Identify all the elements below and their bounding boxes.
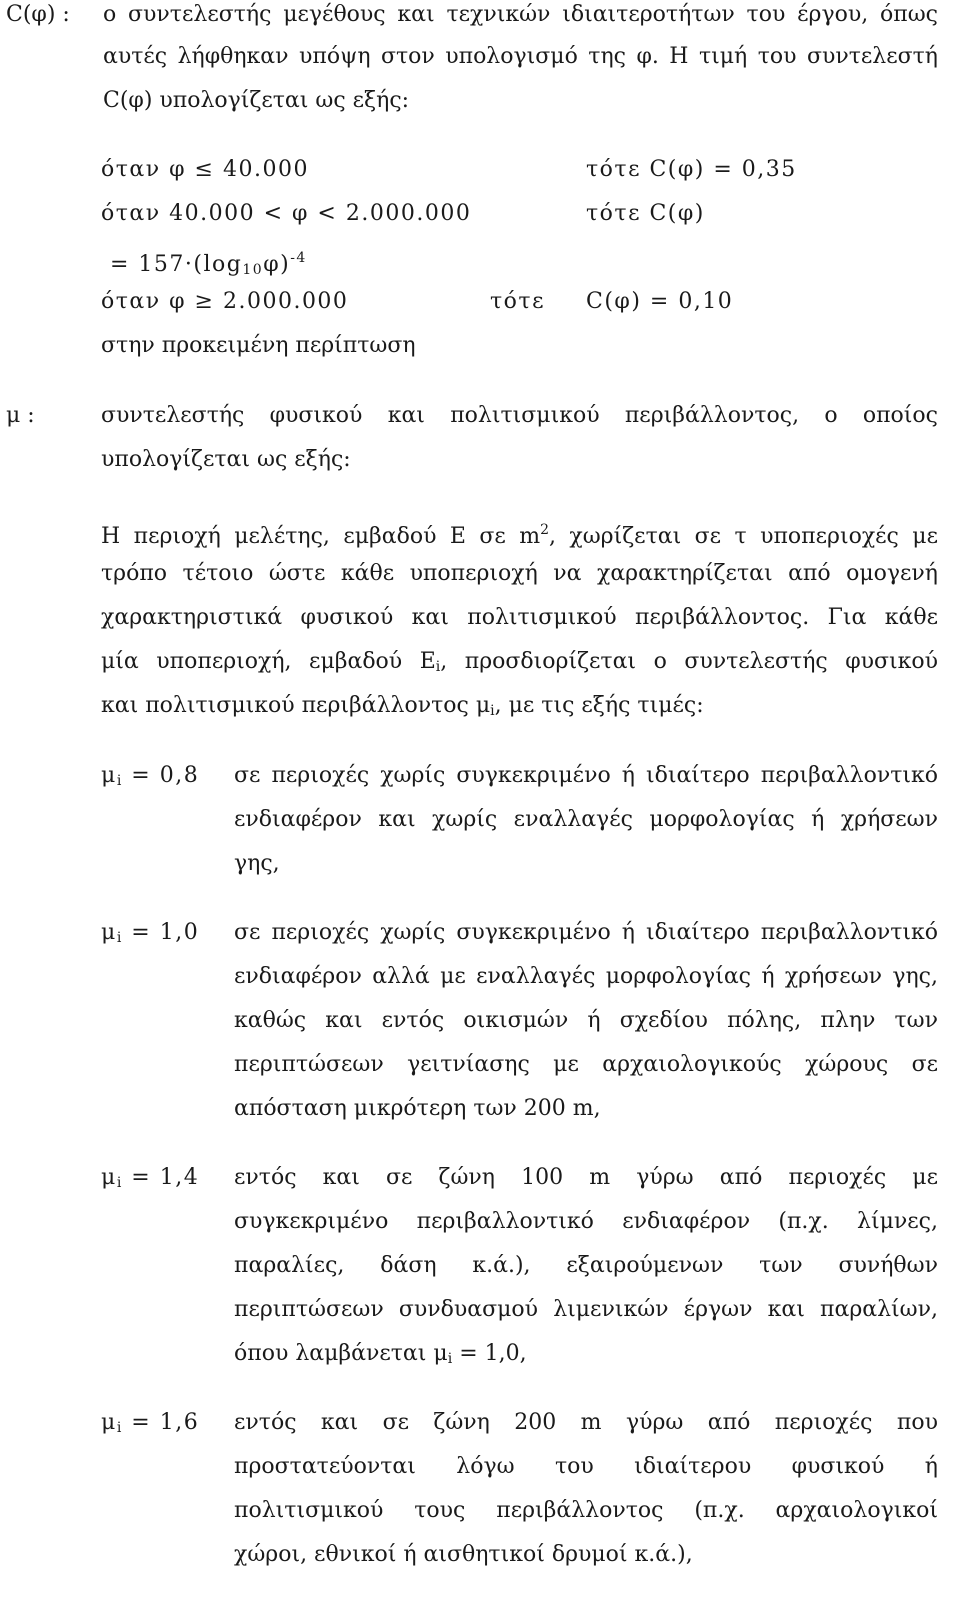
mu-value-desc: όπου λαμβάνεται $\mu_i = 1,0$,: [234, 1341, 527, 1367]
case-2-condition: όταν 40.000 < φ < 2.000.000: [101, 201, 472, 226]
mu-value-desc: ενδιαφέρον και χωρίς εναλλαγές μορφολογίας ή χρήσεων: [234, 807, 938, 832]
mu-value-desc: απόσταση μικρότερη των 200 m,: [234, 1096, 601, 1121]
mu-value-desc: ενδιαφέρον αλλά με εναλλαγές μορφολογίας ή χρήσεων γης,: [234, 964, 938, 989]
mu-value-desc: σε περιοχές χωρίς συγκεκριμένο ή ιδιαίτερο περιβαλλοντικό: [234, 763, 938, 788]
mu-value-label: $\mu_i = 0,8$: [101, 763, 200, 789]
case-1-condition: όταν φ ≤ 40.000: [101, 157, 309, 182]
case-3-condition: όταν φ ≥ 2.000.000: [101, 289, 349, 314]
mu-value-label: $\mu_i = 1,6$: [101, 1410, 200, 1436]
para-line-3: χαρακτηριστικά φυσικού και πολιτισμικού περιβάλλοντος. Για κάθε: [101, 605, 938, 630]
mu-value-desc: σε περιοχές χωρίς συγκεκριμένο ή ιδιαίτερο περιβαλλοντικό: [234, 920, 938, 945]
c-phi-line-1: ο συντελεστής μεγέθους και τεχνικών ιδιαιτεροτήτων του έργου, όπως: [103, 2, 938, 27]
mu-value-desc: καθώς και εντός οικισμών ή σχεδίου πόλης, πλην των: [234, 1008, 938, 1033]
mu-label: μ :: [6, 403, 35, 428]
case-3-result: C(φ) = 0,10: [586, 289, 734, 314]
mu-value-desc: περιπτώσεων γειτνίασης με αρχαιολογικούς χώρους σε: [234, 1052, 938, 1077]
para-line-5: και πολιτισμικού περιβάλλοντος $\mu_i$, με τις εξής τιμές:: [101, 693, 704, 719]
mu-value-label: $\mu_i = 1,0$: [101, 920, 200, 946]
c-phi-label: C(φ) :: [6, 2, 70, 27]
mu-value-desc: εντός και σε ζώνη 200 m γύρω από περιοχές που: [234, 1410, 938, 1435]
mu-value-desc: προστατεύονται λόγω του ιδιαίτερου φυσικού ή: [234, 1454, 938, 1479]
case-1-result: τότε C(φ) = 0,35: [586, 157, 797, 182]
mu-value-desc: γης,: [234, 851, 280, 876]
case-2-formula: = $157\cdot(\log_{10}\varphi)^{-4}$: [110, 250, 307, 278]
mu-value-desc: εντός και σε ζώνη 100 m γύρω από περιοχές με: [234, 1165, 938, 1190]
c-phi-line-3: C(φ) υπολογίζεται ως εξής:: [103, 88, 410, 113]
c-phi-line-2: αυτές λήφθηκαν υπόψη στον υπολογισμό της φ. Η τιμή του συντελεστή: [103, 44, 938, 69]
mu-value-desc: περιπτώσεων συνδυασμού λιμενικών έργων και παραλίων,: [234, 1297, 938, 1322]
para-line-1: Η περιοχή μελέτης, εμβαδού Ε σε $m^2$, χωρίζεται σε τ υποπεριοχές με: [101, 522, 938, 549]
para-line-4: μία υποπεριοχή, εμβαδού $E_i$, προσδιορίζεται ο συντελεστής φυσικού: [101, 649, 938, 675]
case-2-result: τότε C(φ): [586, 201, 705, 226]
para-line-2: τρόπο τέτοιο ώστε κάθε υποπεριοχή να χαρακτηρίζεται από ομογενή: [101, 561, 938, 586]
mu-value-desc: παραλίες, δάση κ.ά.), εξαιρούμενων των συνήθων: [234, 1253, 938, 1278]
mu-value-label: $\mu_i = 1,4$: [101, 1165, 200, 1191]
mu-value-desc: πολιτισμικού τους περιβάλλοντος (π.χ. αρχαιολογικοί: [234, 1498, 938, 1523]
mu-value-desc: χώροι, εθνικοί ή αισθητικοί δρυμοί κ.ά.),: [234, 1542, 693, 1567]
mu-value-desc: συγκεκριμένο περιβαλλοντικό ενδιαφέρον (π.χ. λίμνες,: [234, 1209, 938, 1234]
case-note: στην προκειμένη περίπτωση: [101, 333, 416, 358]
case-3-then: τότε: [490, 289, 545, 314]
mu-line-1: συντελεστής φυσικού και πολιτισμικού περιβάλλοντος, ο οποίος: [101, 403, 938, 428]
mu-line-2: υπολογίζεται ως εξής:: [101, 447, 351, 472]
